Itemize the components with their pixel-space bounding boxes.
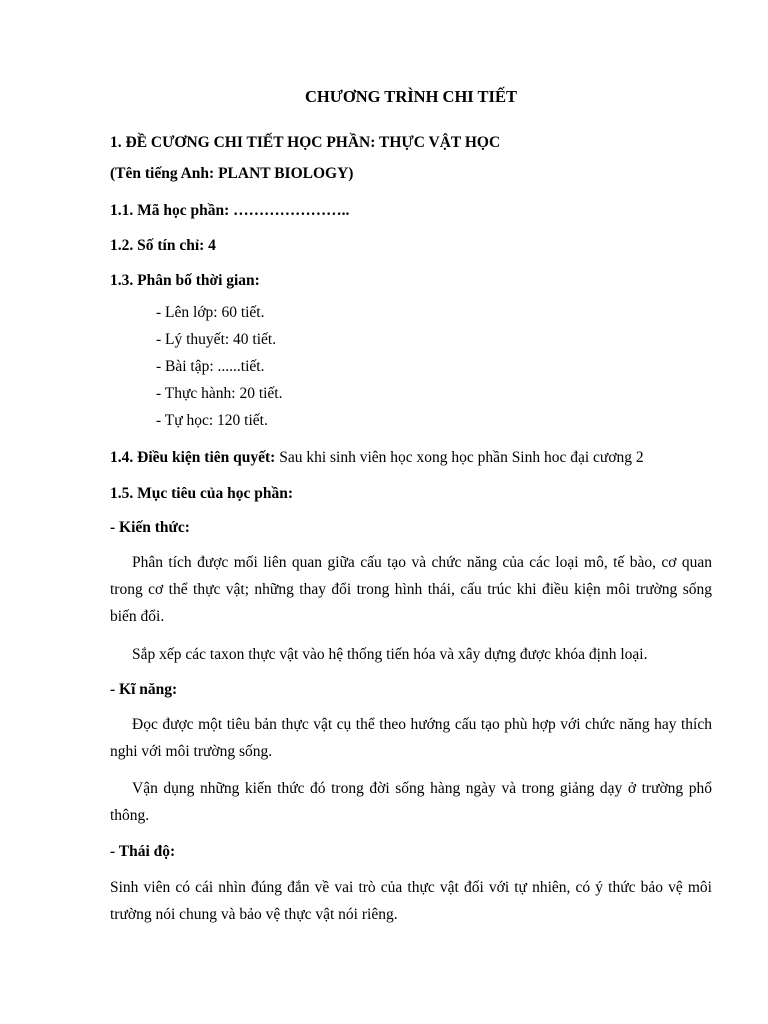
knowledge-paragraph-2: Sắp xếp các taxon thực vật vào hệ thống tiến hóa và xây dựng được khóa định loại.: [132, 646, 648, 663]
time-allocation-heading: 1.3. Phân bố thời gian:: [110, 272, 260, 289]
time-item-theory: - Lý thuyết: 40 tiết.: [156, 331, 277, 348]
objectives-heading: 1.5. Mục tiêu của học phần:: [110, 485, 293, 502]
section-heading-course-outline: 1. ĐỀ CƯƠNG CHI TIẾT HỌC PHẦN: THỰC VẬT HỌC: [110, 134, 501, 151]
course-code-line: 1.1. Mã học phần: …………………..: [110, 202, 350, 219]
knowledge-heading: - Kiến thức:: [110, 519, 190, 536]
prerequisite-text: Sau khi sinh viên học xong học phần Sinh hoc đại cương 2: [275, 449, 644, 466]
attitude-heading: - Thái độ:: [110, 843, 176, 860]
skills-heading: - Kĩ năng:: [110, 681, 178, 698]
prerequisite-line: [110, 448, 644, 468]
time-item-self-study: - Tự học: 120 tiết.: [156, 412, 268, 429]
credits-line: 1.2. Số tín chỉ: 4: [110, 237, 216, 254]
skills-paragraph-1: Đọc được một tiêu bản thực vật cụ thể theo hướng cấu tạo phù hợp với chức năng hay thích nghi với môi trường sống.: [110, 716, 712, 760]
attitude-paragraph: Sinh viên có cái nhìn đúng đắn về vai trò của thực vật đối với tự nhiên, có ý thức bảo vệ môi trường nói chung và bảo vệ thực vật nói riêng.: [110, 879, 712, 923]
time-item-exercises: - Bài tập: ......tiết.: [156, 358, 265, 375]
time-item-practice: - Thực hành: 20 tiết.: [156, 385, 283, 402]
document-title: CHƯƠNG TRÌNH CHI TIẾT: [305, 87, 517, 106]
english-name-line: (Tên tiếng Anh: PLANT BIOLOGY): [110, 165, 354, 182]
skills-paragraph-2: Vận dụng những kiến thức đó trong đời sống hàng ngày và trong giảng dạy ở trường phổ thông.: [110, 780, 712, 824]
knowledge-paragraph-1: Phân tích được mối liên quan giữa cấu tạo và chức năng của các loại mô, tế bào, cơ quan trong cơ thể thực vật; những thay đổi trong hình thái, cấu trúc khi điều kiện môi trường sống biến đổi.: [110, 554, 712, 625]
prerequisite-label: 1.4. Điều kiện tiên quyết:: [110, 449, 276, 466]
time-item-classes: - Lên lớp: 60 tiết.: [156, 304, 265, 321]
